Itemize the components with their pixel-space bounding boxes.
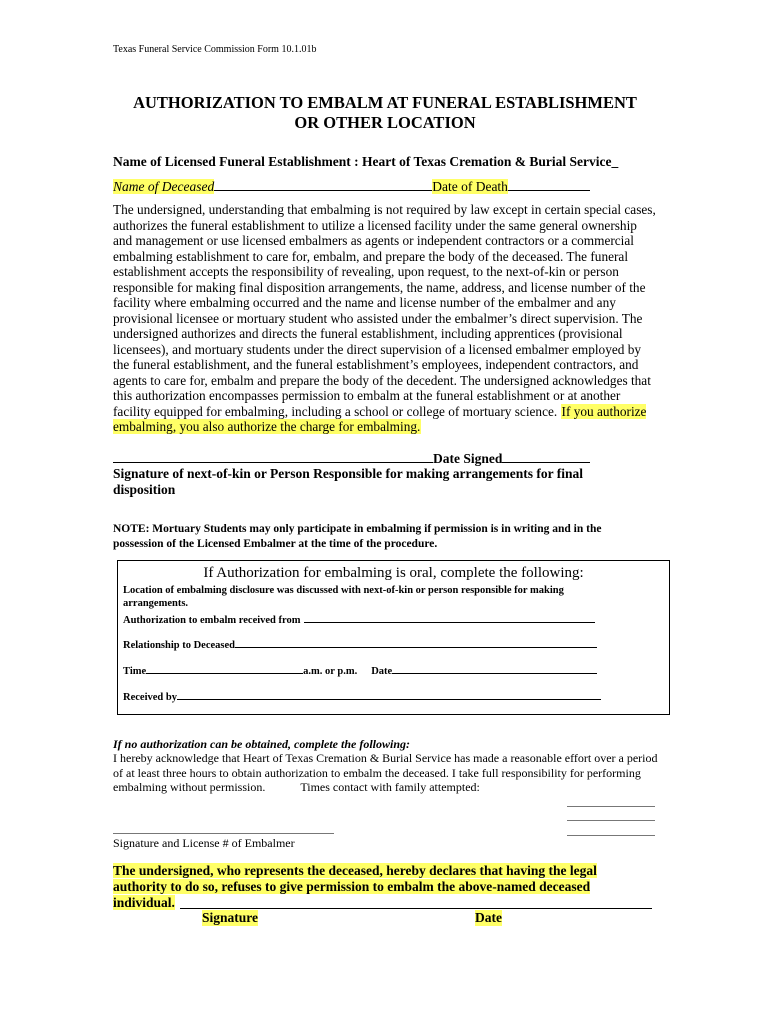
refusal-date-label: Date xyxy=(475,910,502,925)
refusal-statement xyxy=(113,863,653,911)
times-contact-label: Times contact with family attempted: xyxy=(300,780,480,794)
oral-date-label: Date xyxy=(371,666,393,677)
deceased-label: Name of Deceased xyxy=(113,179,215,194)
ampm-label: a.m. or p.m. xyxy=(303,666,358,677)
refusal-signature-label: Signature xyxy=(202,910,259,925)
contact-attempt-field-3[interactable] xyxy=(567,835,655,836)
relationship-field[interactable] xyxy=(235,635,597,648)
no-authorization-statement: I hereby acknowledge that Heart of Texas Cremation & Burial Service has made a reasonable effort over a period of at least three hours to obtain authorization to embalm the deceased. I take full responsibility for performing embalming without permission. xyxy=(113,751,658,794)
mortuary-student-note: NOTE: Mortuary Students may only participate in embalming if permission is in writing and in the possession of the Licensed Embalmer at the time of the procedure. xyxy=(113,523,602,550)
establishment-name: Name of Licensed Funeral Establishment : Heart of Texas Cremation & Burial Service_ xyxy=(113,154,619,169)
received-by-label: Received by xyxy=(123,692,177,703)
contact-attempt-field-1[interactable] xyxy=(567,806,655,807)
date-of-death-label: Date of Death xyxy=(432,179,508,194)
time-label: Time xyxy=(123,666,147,677)
authorization-text: The undersigned, understanding that embalming is not required by law except in certain special cases, authorizes the funeral establishment to utilize a licensed facility under the same general ownership and management or use licensed embalmers as agents or independent contractors or a commercial embalming establishment to care for, embalm, and prepare the body of the deceased. The funeral establishment accepts the responsibility of revealing, upon request, to the next-of-kin or person responsible for making final disposition arrangements, the name, address, and license number of the facility where embalming occurred and the name and license number of the embalmer and any provisional licensee or mortuary student who assisted under the embalmer’s direct supervision. The undersigned authorizes and directs the funeral establishment, including apprentices (provisional licensees), and mortuary students under the direct supervision of a licensed embalmer employed by the funeral establishment, and the funeral establishment’s employees, independent contractors, and agents to care for, embalm and prepare the body of the decedent. The undersigned acknowledges that this authorization encompasses permission to embalm at the funeral establishment or at another facility equipped for embalming, including a school or college of mortuary science. xyxy=(113,202,656,419)
refusal-text: The undersigned, who represents the deceased, hereby declares that having the legal authority to do so, refuses to give permission to embalm the above-named deceased individual. xyxy=(113,863,597,910)
received-from-row xyxy=(123,610,595,626)
authorization-paragraph xyxy=(113,202,658,435)
relationship-label: Relationship to Deceased xyxy=(123,640,235,651)
received-by-field[interactable] xyxy=(177,687,601,700)
relationship-row xyxy=(123,635,597,651)
oral-authorization-title: If Authorization for embalming is oral, complete the following: xyxy=(203,565,584,581)
authorization-charge-notice: If you authorize embalming, you also authorize the charge for embalming. xyxy=(113,403,647,434)
form-code: Texas Funeral Service Commission Form 10.1.01b xyxy=(113,44,317,55)
time-row xyxy=(123,661,597,677)
oral-date-field[interactable] xyxy=(392,661,597,674)
refusal-signature-field[interactable] xyxy=(180,908,652,909)
title-line-1: AUTHORIZATION TO EMBALM AT FUNERAL ESTABLISHMENT xyxy=(133,93,637,112)
signature-row xyxy=(113,450,590,467)
date-signed-label: Date Signed xyxy=(433,451,503,466)
received-from-label: Authorization to embalm received from xyxy=(123,615,301,626)
deceased-name-field[interactable] xyxy=(214,178,432,191)
no-authorization-title: If no authorization can be obtained, complete the following: xyxy=(113,737,411,751)
page-title xyxy=(0,93,770,133)
embalmer-signature-label: Signature and License # of Embalmer xyxy=(113,836,295,850)
date-signed-field[interactable] xyxy=(502,450,590,463)
date-of-death-field[interactable] xyxy=(508,178,590,191)
received-by-row xyxy=(123,687,601,703)
embalmer-signature-field[interactable] xyxy=(113,833,334,834)
no-authorization-text xyxy=(113,751,658,795)
next-of-kin-signature-field[interactable] xyxy=(113,450,433,463)
deceased-row xyxy=(113,178,590,195)
oral-authorization-box xyxy=(117,560,670,715)
received-from-field[interactable] xyxy=(304,610,595,623)
signature-label: Signature of next-of-kin or Person Responsible for making arrangements for final disposition xyxy=(113,466,583,497)
contact-attempt-field-2[interactable] xyxy=(567,820,655,821)
title-line-2: OR OTHER LOCATION xyxy=(294,113,476,132)
time-field[interactable] xyxy=(146,661,303,674)
oral-location-text: Location of embalming disclosure was discussed with next-of-kin or person responsible for making arrangements. xyxy=(123,585,564,609)
